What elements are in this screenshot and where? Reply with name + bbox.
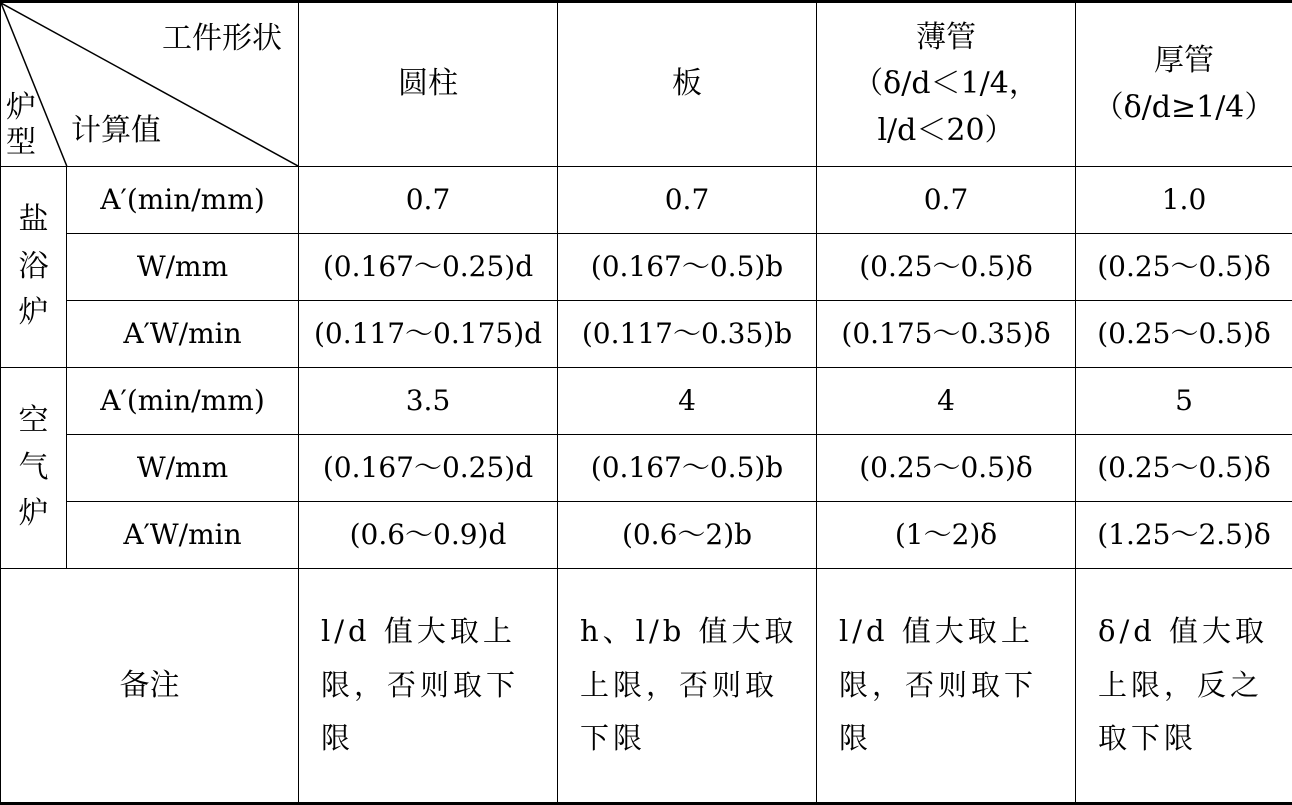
remark-cell: δ/d 值大取上限，反之取下限 — [1076, 569, 1292, 804]
table-row — [1, 435, 1292, 502]
table-cell: 0.7 — [299, 167, 558, 234]
remarks-label: 备注 — [1, 569, 299, 804]
row-label: A′W/min — [67, 301, 299, 368]
table-row — [1, 502, 1292, 569]
table-cell: 4 — [558, 368, 817, 435]
row-label: A′W/min — [67, 502, 299, 569]
row-label: W/mm — [67, 435, 299, 502]
table-cell: (0.117～0.35)b — [558, 301, 817, 368]
table-row — [1, 234, 1292, 301]
table-row — [1, 301, 1292, 368]
table-cell: (0.175～0.35)δ — [817, 301, 1076, 368]
table-cell: (1～2)δ — [817, 502, 1076, 569]
col-header-thick-tube: 厚管 （δ/d≥1/4） — [1076, 2, 1292, 167]
col-header-thin-tube: 薄管 （δ/d＜1/4， l/d＜20） — [817, 2, 1076, 167]
table-cell: 0.7 — [558, 167, 817, 234]
remark-cell: l/d 值大取上限，否则取下限 — [817, 569, 1076, 804]
remarks-row — [1, 569, 1292, 804]
table-cell: 5 — [1076, 368, 1292, 435]
table-cell: 1.0 — [1076, 167, 1292, 234]
table-cell: (0.6～0.9)d — [299, 502, 558, 569]
table-cell: (0.25～0.5)δ — [1076, 301, 1292, 368]
table-cell: (0.167～0.25)d — [299, 234, 558, 301]
corner-value-label: 计算值 — [71, 111, 161, 150]
furnace-salt-bath: 盐浴炉 — [1, 167, 67, 368]
table-cell: (0.25～0.5)δ — [1076, 435, 1292, 502]
col-header-cylinder: 圆柱 — [299, 2, 558, 167]
table-cell: 3.5 — [299, 368, 558, 435]
table-cell: (0.25～0.5)δ — [817, 435, 1076, 502]
table-row — [1, 167, 1292, 234]
corner-cell — [1, 2, 299, 167]
table-cell: (0.167～0.5)b — [558, 234, 817, 301]
table-cell: (0.25～0.5)δ — [817, 234, 1076, 301]
header-row — [1, 2, 1292, 167]
table-cell: 0.7 — [817, 167, 1076, 234]
table-cell: (0.167～0.5)b — [558, 435, 817, 502]
remark-cell: l/d 值大取上限，否则取下限 — [299, 569, 558, 804]
corner-shape-label: 工件形状 — [162, 19, 282, 58]
table-row — [1, 368, 1292, 435]
row-label: A′(min/mm) — [67, 167, 299, 234]
table-cell: (1.25～2.5)δ — [1076, 502, 1292, 569]
table-cell: (0.25～0.5)δ — [1076, 234, 1292, 301]
remark-cell: h、l/b 值大取上限，否则取下限 — [558, 569, 817, 804]
table-cell: (0.6～2)b — [558, 502, 817, 569]
col-header-plate: 板 — [558, 2, 817, 167]
corner-furnace-label: 炉型 — [5, 91, 37, 160]
table-cell: (0.167～0.25)d — [299, 435, 558, 502]
row-label: A′(min/mm) — [67, 368, 299, 435]
table-cell: (0.117～0.175)d — [299, 301, 558, 368]
row-label: W/mm — [67, 234, 299, 301]
furnace-air: 空气炉 — [1, 368, 67, 569]
table-cell: 4 — [817, 368, 1076, 435]
